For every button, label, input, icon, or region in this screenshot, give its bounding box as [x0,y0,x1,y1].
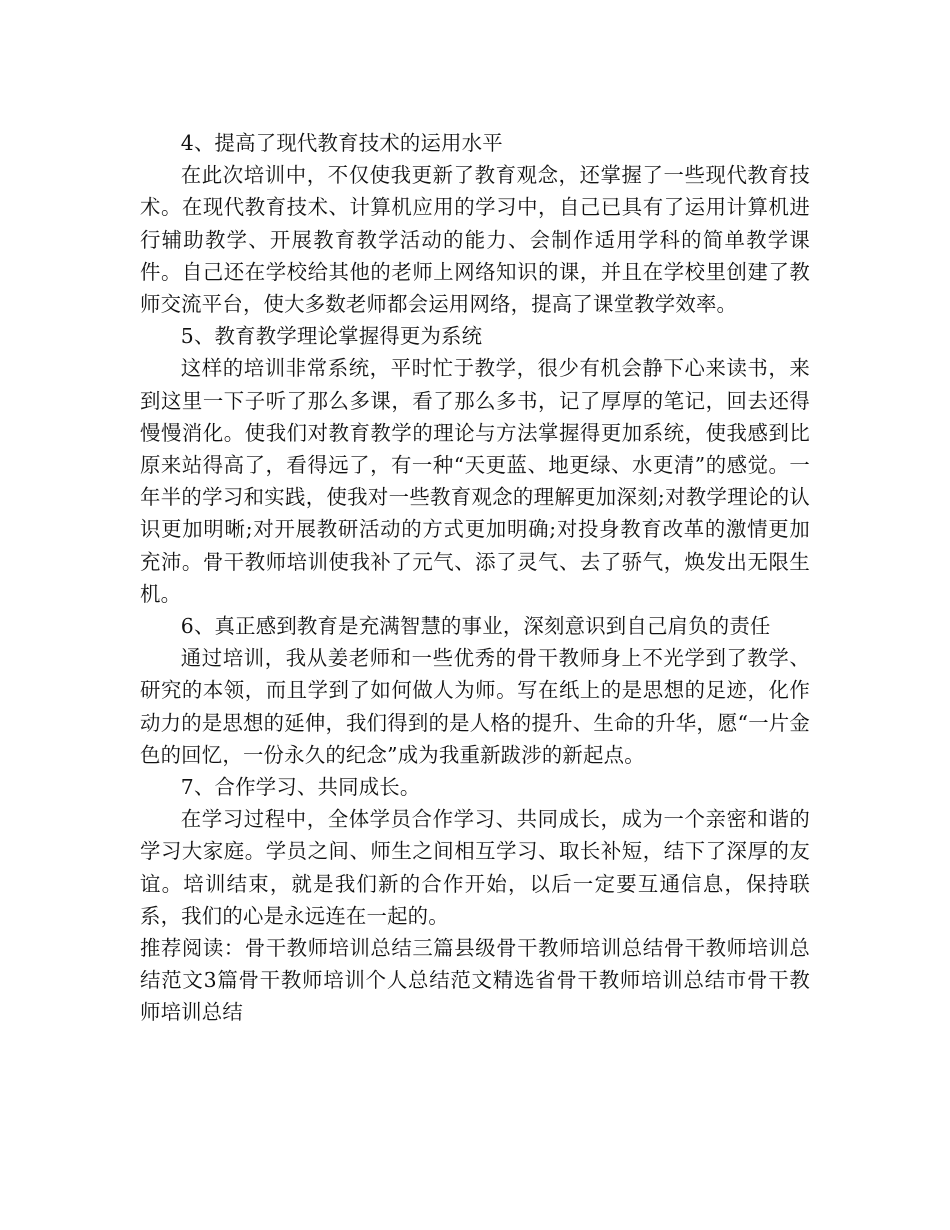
paragraph-section-5: 这样的培训非常系统，平时忙于教学，很少有机会静下心来读书，来到这里一下子听了那么多课，看了那么多书，记了厚厚的笔记，回去还得慢慢消化。使我们对教育教学的理论与方法掌握得更加系统，使我感到比原来站得高了，看得远了，有一种“天更蓝、地更绿、水更清”的感觉。一年半的学习和实践，使我对一些教育观念的理解更加深刻;对教学理论的认识更加明晰;对开展教研活动的方式更加明确;对投身教育改革的激情更加充沛。骨干教师培训使我补了元气、添了灵气、去了骄气，焕发出无限生机。 [140,356,810,606]
heading-section-5: 5、教育教学理论掌握得更为系统 [180,324,483,349]
heading-section-6: 6、真正感到教育是充满智慧的事业，深刻意识到自己肩负的责任 [180,614,771,639]
document-body [140,127,810,1029]
heading-section-7: 7、合作学习、共同成长。 [180,775,421,800]
recommended-reading: 推荐阅读：骨干教师培训总结三篇县级骨干教师培训总结骨干教师培训总结范文3篇骨干教师培训个人总结范文精选省骨干教师培训总结市骨干教师培训总结 [140,936,810,1025]
paragraph-section-7: 在学习过程中，全体学员合作学习、共同成长，成为一个亲密和谐的学习大家庭。学员之间、师生之间相互学习、取长补短，结下了深厚的友谊。培训结束，就是我们新的合作开始，以后一定要互通信息，保持联系，我们的心是永远连在一起的。 [140,807,810,928]
heading-section-4: 4、提高了现代教育技术的运用水平 [180,131,503,155]
paragraph-section-6: 通过培训，我从姜老师和一些优秀的骨干教师身上不光学到了教学、研究的本领，而且学到了如何做人为师。写在纸上的是思想的足迹，化作动力的是思想的延伸，我们得到的是人格的提升、生命的升华，愿“一片金色的回忆，一份永久的纪念”成为我重新跋涉的新起点。 [140,646,810,767]
paragraph-section-4: 在此次培训中，不仅使我更新了教育观念，还掌握了一些现代教育技术。在现代教育技术、计算机应用的学习中，自己已具有了运用计算机进行辅助教学、开展教育教学活动的能力、会制作适用学科的简单教学课件。自己还在学校给其他的老师上网络知识的课，并且在学校里创建了教师交流平台，使大多数老师都会运用网络，提高了课堂教学效率。 [140,163,810,317]
